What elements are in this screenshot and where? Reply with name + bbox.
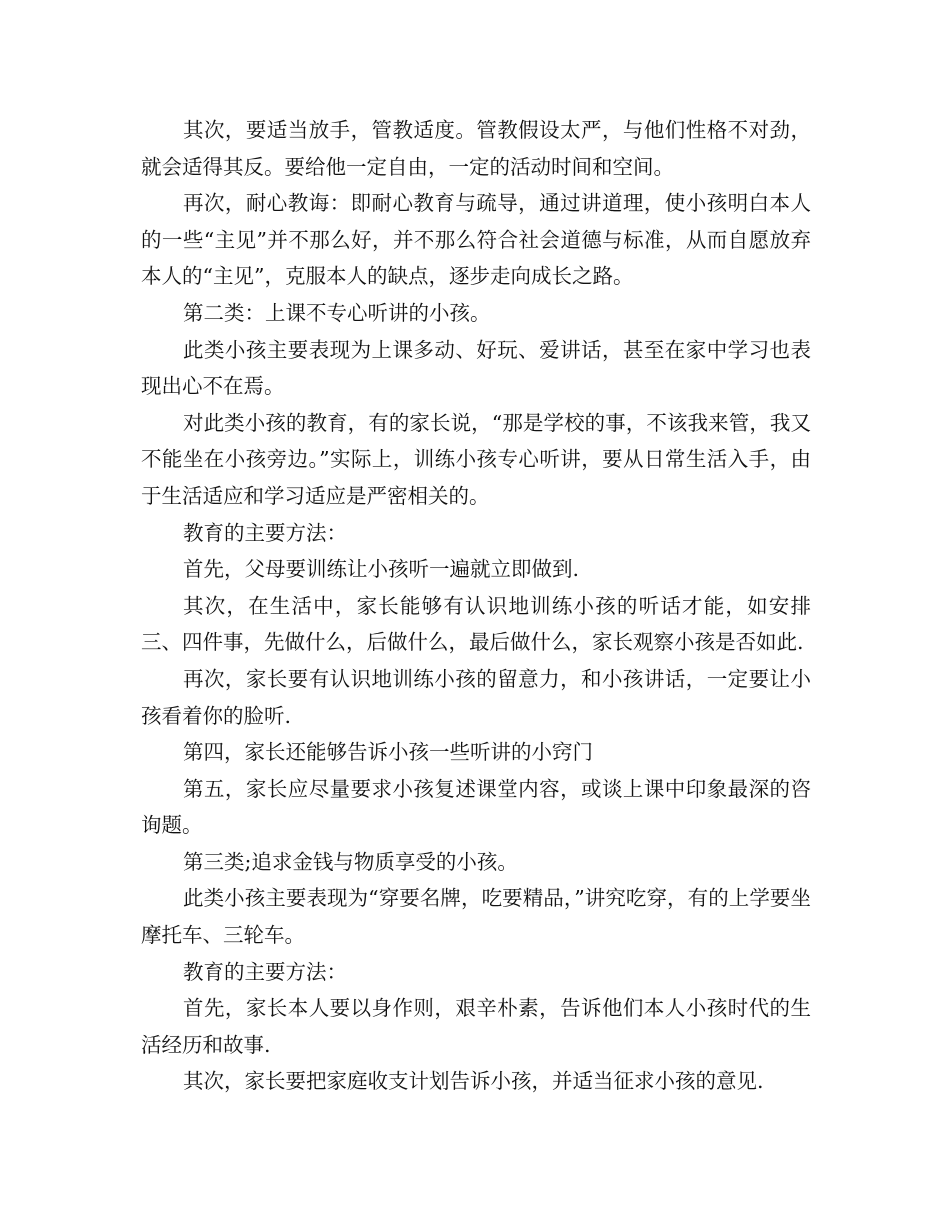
paragraph: 首先，家长本人要以身作则，艰辛朴素，告诉他们本人小孩时代的生活经历和故事.	[141, 996, 811, 1057]
paragraph: 再次，家长要有认识地训练小孩的留意力，和小孩讲话，一定要让小孩看着你的脸听.	[141, 666, 811, 728]
paragraph: 其次，在生活中，家长能够有认识地训练小孩的听话才能，如安排三、四件事，先做什么，后做什么，最后做什么，家长观察小孩是否如此.	[141, 593, 811, 655]
paragraph: 第三类;追求金钱与物质享受的小孩。	[183, 849, 518, 874]
paragraph: 对此类小孩的教育，有的家长说，“那是学校的事，不该我来管，我又不能坐在小孩旁边。”实际上，训练小孩专心听讲，要从日常生活入手，由于生活适应和学习适应是严密相关的。	[141, 410, 811, 508]
paragraph: 第四，家长还能够告诉小孩一些听讲的小窍门	[183, 740, 593, 765]
paragraph: 其次，家长要把家庭收支计划告诉小孩，并适当征求小孩的意见.	[183, 1069, 764, 1094]
paragraph: 此类小孩主要表现为“穿要名牌，吃要精品，”讲究吃穿，有的上学要坐摩托车、三轮车。	[141, 886, 811, 948]
paragraph: 教育的主要方法：	[183, 959, 347, 984]
paragraph: 首先，父母要训练让小孩听一遍就立即做到.	[183, 557, 580, 582]
paragraph: 再次，耐心教诲：即耐心教育与疏导，通过讲道理，使小孩明白本人的一些“主见”并不那么好，并不那么符合社会道德与标准，从而自愿放弃本人的“主见”，克服本人的缺点，逐步走向成长之路。	[141, 191, 811, 289]
paragraph: 其次，要适当放手，管教适度。管教假设太严，与他们性格不对劲，就会适得其反。要给他一定自由，一定的活动时间和空间。	[141, 118, 811, 179]
paragraph: 第二类：上课不专心听讲的小孩。	[183, 300, 491, 325]
paragraph: 第五，家长应尽量要求小孩复述课堂内容，或谈上课中印象最深的咨询题。	[141, 776, 811, 838]
paragraph: 此类小孩主要表现为上课多动、好玩、爱讲话，甚至在家中学习也表现出心不在焉。	[141, 337, 811, 399]
document-body	[141, 112, 811, 1100]
paragraph: 教育的主要方法：	[183, 520, 347, 545]
